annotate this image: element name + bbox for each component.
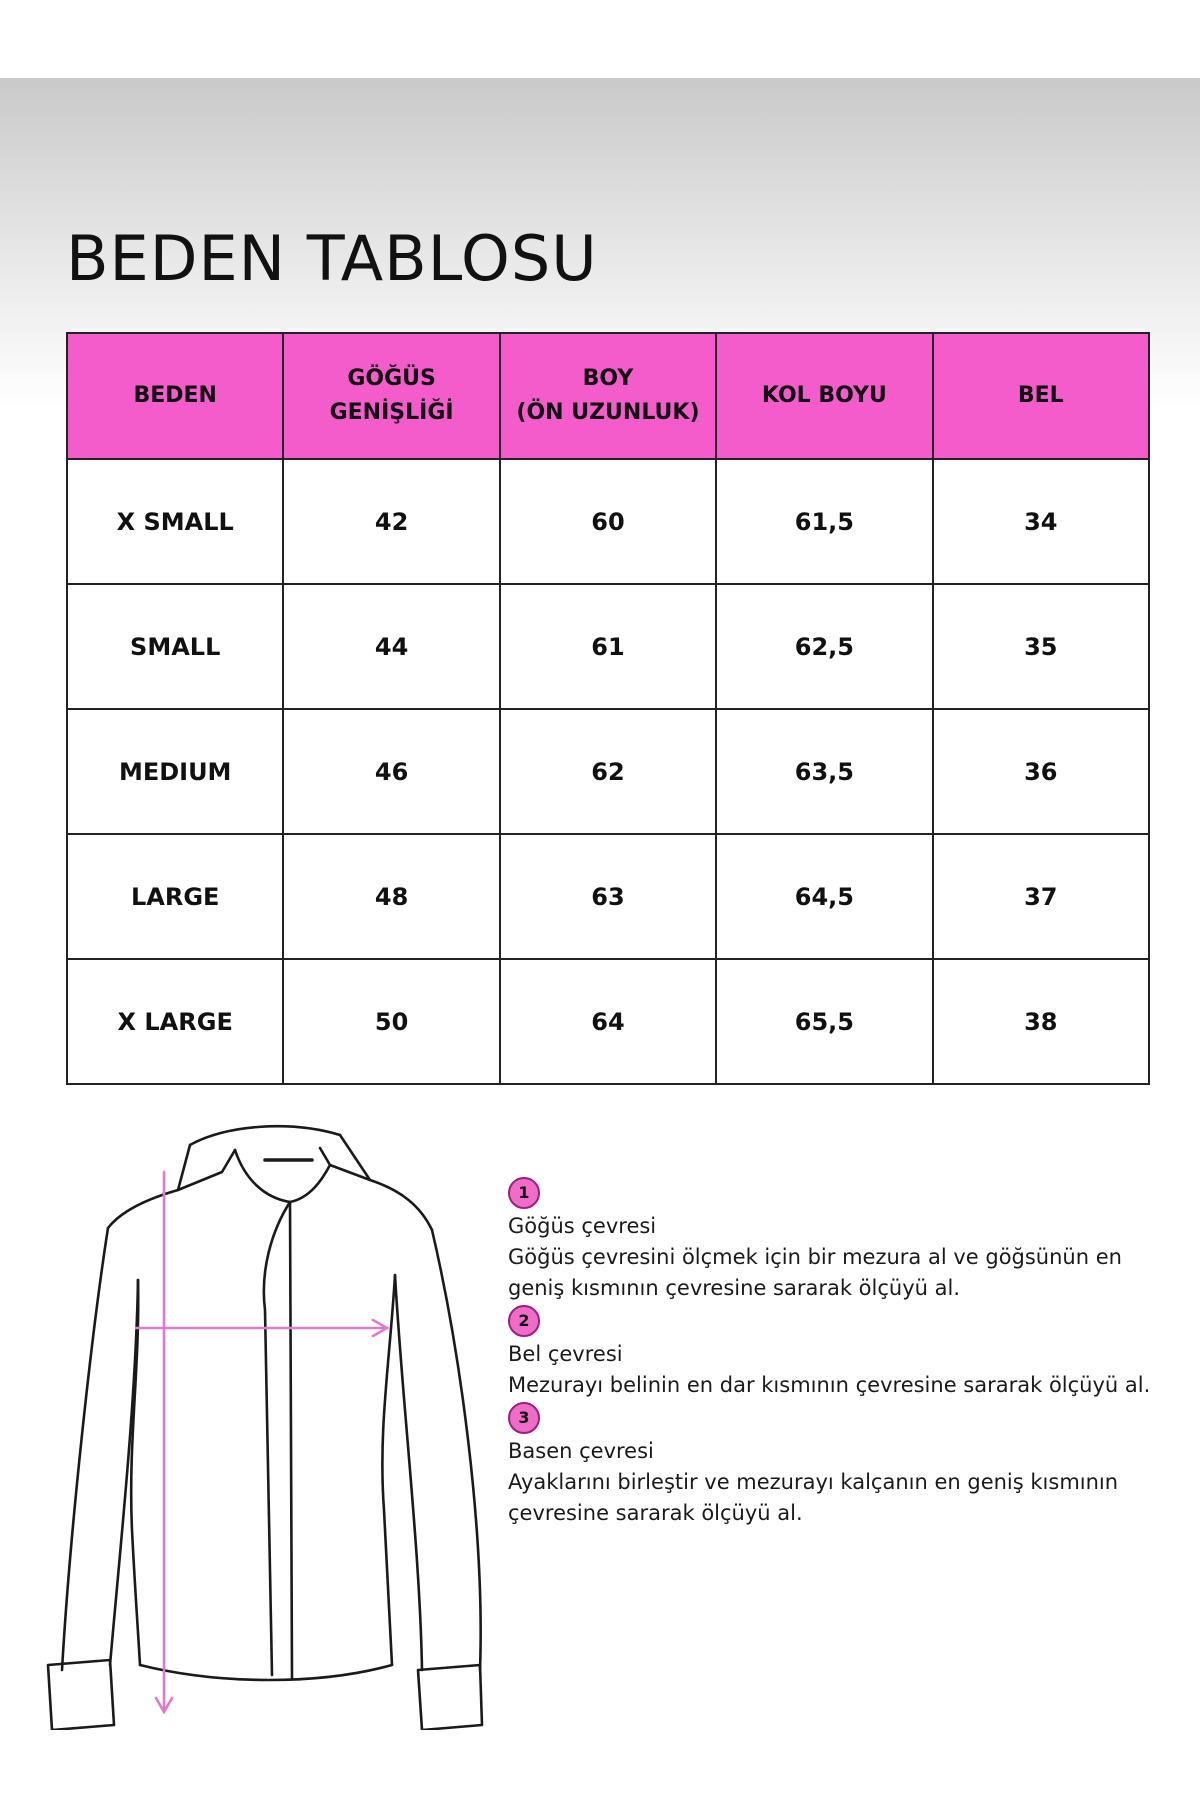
gogus-cell: 46	[283, 709, 499, 834]
gogus-cell: 42	[283, 459, 499, 584]
table-row	[67, 959, 1149, 1084]
gogus-cell: 48	[283, 834, 499, 959]
step-title: Basen çevresi	[508, 1439, 654, 1463]
bel-cell: 34	[933, 459, 1149, 584]
boy-cell: 61	[500, 584, 716, 709]
bel-cell: 36	[933, 709, 1149, 834]
step-item	[508, 1176, 1168, 1304]
bel-cell: 37	[933, 834, 1149, 959]
header-kol-boyu: KOL BOYU	[716, 333, 932, 459]
size-cell: X SMALL	[67, 459, 283, 584]
size-cell: LARGE	[67, 834, 283, 959]
gogus-cell: 44	[283, 584, 499, 709]
size-cell: SMALL	[67, 584, 283, 709]
header-gogus	[283, 333, 499, 459]
step-text: Mezurayı belinin en dar kısmının çevresine sararak ölçüyü al.	[508, 1373, 1151, 1397]
kol-boyu-cell: 62,5	[716, 584, 932, 709]
table-row	[67, 834, 1149, 959]
kol-boyu-cell: 63,5	[716, 709, 932, 834]
step-title: Bel çevresi	[508, 1342, 623, 1366]
step-item	[508, 1401, 1168, 1529]
gogus-cell: 50	[283, 959, 499, 1084]
step-number-badge: 1	[508, 1177, 540, 1209]
shirt-icon	[40, 1110, 510, 1730]
table-header-row	[67, 333, 1149, 459]
header-boy	[500, 333, 716, 459]
boy-cell: 64	[500, 959, 716, 1084]
header-bel: BEL	[933, 333, 1149, 459]
table-row	[67, 584, 1149, 709]
measurement-instructions	[508, 1176, 1168, 1529]
kol-boyu-cell: 61,5	[716, 459, 932, 584]
size-cell: X LARGE	[67, 959, 283, 1084]
header-gogus-label: GÖĞÜS GENİŞLİĞİ	[329, 366, 454, 425]
header-beden: BEDEN	[67, 333, 283, 459]
table-row	[67, 709, 1149, 834]
page-title: BEDEN TABLOSU	[66, 222, 598, 295]
size-table	[66, 332, 1150, 1085]
shirt-illustration	[40, 1110, 510, 1730]
size-cell: MEDIUM	[67, 709, 283, 834]
step-number-badge: 2	[508, 1305, 540, 1337]
kol-boyu-cell: 65,5	[716, 959, 932, 1084]
step-title: Göğüs çevresi	[508, 1214, 657, 1238]
step-text: Ayaklarını birleştir ve mezurayı kalçanın en geniş kısmının çevresine sararak ölçüyü al.	[508, 1470, 1119, 1525]
table-row	[67, 459, 1149, 584]
step-item	[508, 1304, 1168, 1401]
boy-cell: 63	[500, 834, 716, 959]
bel-cell: 35	[933, 584, 1149, 709]
boy-cell: 60	[500, 459, 716, 584]
header-boy-label: BOY (ÖN UZUNLUK)	[516, 366, 700, 425]
kol-boyu-cell: 64,5	[716, 834, 932, 959]
step-number-badge: 3	[508, 1402, 540, 1434]
step-text: Göğüs çevresini ölçmek için bir mezura al ve göğsünün en geniş kısmının çevresine sararak ölçüyü al.	[508, 1245, 1122, 1300]
boy-cell: 62	[500, 709, 716, 834]
bel-cell: 38	[933, 959, 1149, 1084]
